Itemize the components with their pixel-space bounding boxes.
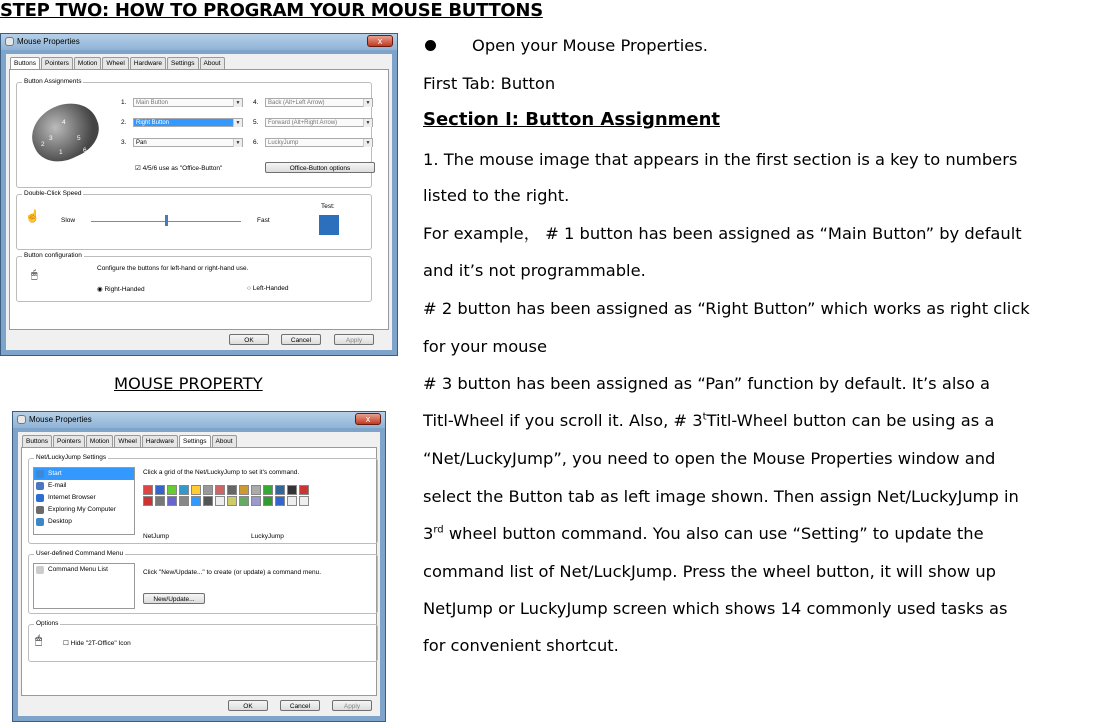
superscript: rd bbox=[433, 524, 444, 536]
paragraph-line: For example， # 1 button has been assigned as “Main Button” by default bbox=[423, 224, 1022, 243]
bullet-dot-icon bbox=[425, 40, 436, 51]
list-item[interactable] bbox=[34, 492, 134, 504]
row-number: 5. bbox=[253, 119, 259, 126]
tab-hardware[interactable]: Hardware bbox=[142, 435, 178, 448]
paragraph-line bbox=[423, 524, 1100, 544]
title-bar bbox=[13, 412, 385, 428]
list-item[interactable] bbox=[34, 516, 134, 528]
tab-settings[interactable]: Settings bbox=[167, 57, 199, 70]
grid-icon[interactable] bbox=[179, 496, 189, 506]
paragraph-line: select the Button tab as left image shown. Then assign Net/LuckyJump in bbox=[423, 487, 1019, 506]
browser-icon bbox=[36, 494, 44, 502]
dropdown-value: Pan bbox=[136, 140, 147, 146]
mouse-number: 4 bbox=[62, 119, 66, 126]
mouse-number: 1 bbox=[59, 149, 63, 156]
paragraph-line bbox=[423, 411, 1100, 431]
grid-icon[interactable] bbox=[155, 485, 165, 495]
grid-icon[interactable] bbox=[203, 496, 213, 506]
list-item-label: Internet Browser bbox=[48, 494, 96, 501]
button-1-dropdown[interactable] bbox=[133, 98, 243, 107]
grid-icon[interactable] bbox=[227, 485, 237, 495]
grid-icon[interactable] bbox=[275, 496, 285, 506]
grid-icon[interactable] bbox=[275, 485, 285, 495]
group-label: Button Assignments bbox=[24, 78, 82, 85]
grid-icon[interactable] bbox=[263, 496, 273, 506]
netjump-label: NetJump bbox=[143, 533, 170, 540]
grid-icon[interactable] bbox=[251, 485, 261, 495]
superscript: t bbox=[702, 411, 707, 423]
office-button-options-button[interactable]: Office-Button options bbox=[265, 162, 375, 173]
paragraph-line: # 3 button has been assigned as “Pan” function by default. It’s also a bbox=[423, 374, 990, 393]
new-update-text: Click "New/Update..." to create (or update) a command menu. bbox=[143, 569, 322, 576]
button-3-dropdown[interactable] bbox=[133, 138, 243, 147]
tab-settings[interactable]: Settings bbox=[179, 435, 211, 450]
grid-icon[interactable] bbox=[143, 496, 153, 506]
desktop-icon bbox=[36, 518, 44, 526]
mouse-number: 5 bbox=[77, 135, 81, 142]
paragraph-line: “Net/LuckyJump”, you need to open the Mouse Properties window and bbox=[423, 449, 996, 468]
grid-icon[interactable] bbox=[299, 496, 309, 506]
command-list[interactable] bbox=[33, 467, 135, 535]
grid-icon[interactable] bbox=[263, 485, 273, 495]
paragraph-segment: wheel button command. You also can use “Setting” to update the bbox=[443, 524, 984, 543]
grid-icon[interactable] bbox=[167, 496, 177, 506]
row-number: 2. bbox=[121, 119, 127, 126]
mouse-properties-dialog-settings bbox=[12, 411, 386, 722]
dialog-title: Mouse Properties bbox=[29, 415, 92, 424]
configuration-text: Configure the buttons for left-hand or right-hand use. bbox=[97, 265, 249, 272]
tab-about[interactable]: About bbox=[212, 435, 237, 448]
mouse-properties-dialog-buttons bbox=[0, 33, 398, 356]
apply-button[interactable]: Apply bbox=[334, 334, 374, 345]
mouse-image-icon bbox=[23, 93, 107, 171]
start-icon bbox=[36, 470, 44, 478]
paragraph-line: for convenient shortcut. bbox=[423, 636, 619, 655]
dialog-title: Mouse Properties bbox=[17, 37, 80, 46]
netjump-icon-grid bbox=[143, 485, 310, 506]
tab-wheel[interactable]: Wheel bbox=[102, 57, 128, 70]
paragraph-segment: Titl-Wheel if you scroll it. Also, # 3 bbox=[423, 411, 703, 430]
click-grid-text: Click a grid of the Net/LuckyJump to set it's command. bbox=[143, 469, 300, 476]
ok-button[interactable]: OK bbox=[228, 700, 268, 711]
user-defined-command-menu-group bbox=[28, 550, 378, 614]
new-update-button[interactable]: New/Update... bbox=[143, 593, 205, 604]
list-item-label: E-mail bbox=[48, 482, 67, 489]
left-handed-radio[interactable]: ○ Left-Handed bbox=[247, 285, 289, 292]
button-2-dropdown[interactable] bbox=[133, 118, 243, 127]
list-item-label: Desktop bbox=[48, 518, 72, 525]
group-label: Options bbox=[36, 620, 59, 627]
fast-label: Fast bbox=[257, 217, 270, 224]
dropdown-value: Forward (Alt+Right Arrow) bbox=[268, 120, 338, 126]
netluckyjump-settings-group bbox=[28, 454, 378, 544]
right-handed-radio[interactable]: ◉ Right-Handed bbox=[97, 286, 145, 293]
dialog-body bbox=[6, 54, 392, 350]
grid-icon[interactable] bbox=[143, 485, 153, 495]
dialog-body bbox=[18, 432, 380, 716]
button-assignments-group bbox=[16, 78, 372, 188]
chevron-down-icon: ▼ bbox=[233, 119, 242, 127]
tab-buttons[interactable]: Buttons bbox=[22, 435, 52, 448]
double-click-speed-group bbox=[16, 190, 372, 250]
mouse-number: 3 bbox=[49, 135, 53, 142]
grid-icon[interactable] bbox=[155, 496, 165, 506]
grid-icon[interactable] bbox=[287, 496, 297, 506]
grid-icon[interactable] bbox=[215, 485, 225, 495]
row-number: 6. bbox=[253, 139, 259, 146]
test-box-icon[interactable] bbox=[319, 215, 339, 235]
grid-icon[interactable] bbox=[203, 485, 213, 495]
hand-pointer-icon: ☝ bbox=[25, 209, 40, 223]
row-number: 3. bbox=[121, 139, 127, 146]
checkbox-label: 4/5/6 use as "Office-Button" bbox=[142, 165, 223, 172]
cancel-button[interactable]: Cancel bbox=[280, 700, 320, 711]
button-5-dropdown[interactable] bbox=[265, 118, 373, 127]
paragraph-segment: 3 bbox=[423, 524, 434, 543]
group-label: User-defined Command Menu bbox=[36, 550, 124, 557]
close-button[interactable]: x bbox=[355, 413, 381, 425]
tab-strip bbox=[22, 435, 238, 447]
list-item-label: Exploring My Computer bbox=[48, 506, 116, 513]
grid-icon[interactable] bbox=[251, 496, 261, 506]
ok-button[interactable]: OK bbox=[229, 334, 269, 345]
grid-icon[interactable] bbox=[191, 485, 201, 495]
apply-button[interactable]: Apply bbox=[332, 700, 372, 711]
grid-icon[interactable] bbox=[191, 496, 201, 506]
office-button-checkbox[interactable]: ☑ 4/5/6 use as "Office-Button" bbox=[135, 165, 223, 172]
mouse-number: 2 bbox=[41, 141, 45, 148]
group-label: Net/LuckyJump Settings bbox=[36, 454, 107, 461]
tab-pointers[interactable]: Pointers bbox=[53, 435, 85, 448]
row-number: 4. bbox=[253, 99, 259, 106]
tab-pointers[interactable]: Pointers bbox=[41, 57, 73, 70]
paragraph-segment: Titl-Wheel button can be using as a bbox=[706, 411, 995, 430]
list-item-label: Start bbox=[48, 470, 62, 477]
grid-icon[interactable] bbox=[227, 496, 237, 506]
luckyjump-label: LuckyJump bbox=[251, 533, 284, 540]
chevron-down-icon: ▼ bbox=[363, 139, 372, 147]
grid-icon[interactable] bbox=[167, 485, 177, 495]
button-4-dropdown[interactable] bbox=[265, 98, 373, 107]
email-icon bbox=[36, 482, 44, 490]
grid-icon[interactable] bbox=[239, 496, 249, 506]
paragraph-line: listed to the right. bbox=[423, 186, 570, 205]
grid-icon[interactable] bbox=[299, 485, 309, 495]
tab-panel bbox=[21, 447, 377, 696]
list-item[interactable] bbox=[34, 564, 134, 576]
grid-icon[interactable] bbox=[239, 485, 249, 495]
command-menu-list[interactable] bbox=[33, 563, 135, 609]
list-item[interactable] bbox=[34, 480, 134, 492]
button-6-dropdown[interactable] bbox=[265, 138, 373, 147]
mouse-number: 6 bbox=[83, 147, 87, 154]
cancel-button[interactable]: Cancel bbox=[281, 334, 321, 345]
tab-hardware[interactable]: Hardware bbox=[130, 57, 166, 70]
mouse-app-icon bbox=[5, 37, 14, 46]
paragraph-line: command list of Net/LuckJump. Press the wheel button, it will show up bbox=[423, 562, 996, 581]
menu-list-icon bbox=[36, 566, 44, 574]
section-title: Section I: Button Assignment bbox=[423, 109, 721, 130]
radio-label: Left-Handed bbox=[252, 285, 289, 292]
list-item-label: Command Menu List bbox=[48, 566, 108, 573]
group-label: Button configuration bbox=[24, 252, 82, 259]
chevron-down-icon: ▼ bbox=[363, 119, 372, 127]
chevron-down-icon: ▼ bbox=[233, 99, 242, 107]
button-configuration-group bbox=[16, 252, 372, 302]
chevron-down-icon: ▼ bbox=[363, 99, 372, 107]
options-group bbox=[28, 620, 378, 662]
tab-motion[interactable]: Motion bbox=[74, 57, 102, 70]
grid-icon[interactable] bbox=[179, 485, 189, 495]
tab-buttons[interactable]: Buttons bbox=[10, 57, 40, 72]
mouse-app-icon bbox=[17, 415, 26, 424]
paragraph-line: and it’s not programmable. bbox=[423, 261, 646, 280]
paragraph-line: # 2 button has been assigned as “Right Button” which works as right click bbox=[423, 299, 1030, 318]
checkbox-label: Hide "2T-Office" Icon bbox=[70, 640, 131, 647]
list-item[interactable] bbox=[34, 504, 134, 516]
title-bar bbox=[1, 34, 397, 50]
tab-motion[interactable]: Motion bbox=[86, 435, 114, 448]
radio-label: Right-Handed bbox=[104, 286, 145, 293]
image-caption: MOUSE PROPERTY bbox=[114, 374, 263, 393]
tab-about[interactable]: About bbox=[200, 57, 225, 70]
bullet-text: Open your Mouse Properties. bbox=[472, 36, 708, 55]
tab-panel bbox=[9, 69, 389, 330]
group-label: Double-Click Speed bbox=[24, 190, 82, 197]
dropdown-value: Right Button bbox=[136, 120, 170, 126]
list-item[interactable] bbox=[34, 468, 134, 480]
computer-icon bbox=[36, 506, 44, 514]
tab-strip bbox=[10, 57, 226, 69]
page-heading: STEP TWO: HOW TO PROGRAM YOUR MOUSE BUTTONS bbox=[0, 0, 543, 21]
tab-wheel[interactable]: Wheel bbox=[114, 435, 140, 448]
paragraph-line: for your mouse bbox=[423, 337, 547, 356]
slow-label: Slow bbox=[61, 217, 76, 224]
slider-thumb[interactable] bbox=[165, 215, 168, 226]
dropdown-value: LuckyJump bbox=[268, 140, 299, 146]
dropdown-value: Back (Alt+Left Arrow) bbox=[268, 100, 325, 106]
mouse-icon: 🖱 bbox=[35, 633, 43, 647]
grid-icon[interactable] bbox=[287, 485, 297, 495]
row-number: 1. bbox=[121, 99, 127, 106]
chevron-down-icon: ▼ bbox=[233, 139, 242, 147]
grid-icon[interactable] bbox=[215, 496, 225, 506]
paragraph-line: NetJump or LuckyJump screen which shows 14 commonly used tasks as bbox=[423, 599, 1008, 618]
dropdown-value: Main Button bbox=[136, 100, 169, 106]
mouse-icon: 🖱 bbox=[31, 269, 38, 281]
hide-icon-checkbox[interactable]: ☐ Hide "2T-Office" Icon bbox=[63, 640, 131, 647]
first-tab-text: First Tab: Button bbox=[423, 74, 556, 93]
test-label: Test: bbox=[321, 203, 335, 210]
paragraph-line: 1. The mouse image that appears in the first section is a key to numbers bbox=[423, 150, 1018, 169]
close-button[interactable]: x bbox=[367, 35, 393, 47]
